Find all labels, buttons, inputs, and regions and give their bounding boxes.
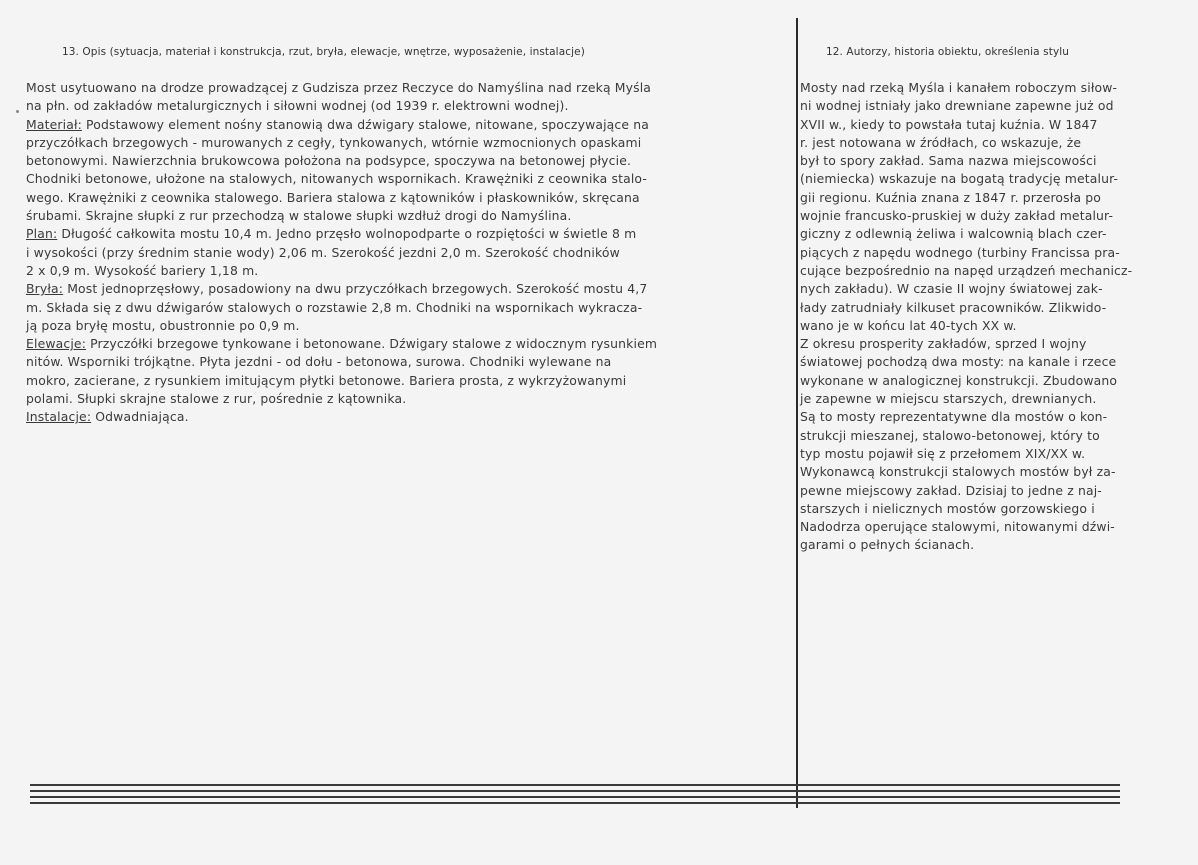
history-line: wano je w końcu lat 40-tych XX w. (800, 317, 1017, 333)
history-line: cujące bezpośrednio na napęd urządzeń mechanicz- (800, 262, 1133, 278)
line-text: Przyczółki brzegowe tynkowane i betonowane. Dźwigary stalowe z widocznym rysunkiem (86, 336, 658, 352)
history-line: strukcji mieszanej, stalowo-betonowej, który to (800, 427, 1100, 443)
history-line: piących z napędu wodnego (turbiny Francissa pra- (800, 244, 1120, 260)
line-text: Most usytuowano na drodze prowadzącej z Gudzisza przez Reczyce do Namyślina nad rzeką Myśla (26, 80, 652, 95)
field-label: Instalacje: (26, 409, 92, 425)
history-line: łady zatrudniały kilkuset pracowników. Zlikwido- (800, 299, 1107, 315)
description-line (26, 79, 790, 97)
band-line (30, 802, 1120, 804)
description-text (26, 79, 790, 427)
history-line: garami o pełnych ścianach. (800, 537, 975, 553)
line-text: na płn. od zakładów metalurgicznych i siłowni wodnej (od 1939 r. elektrowni wodnej). (26, 98, 569, 114)
history-line: był to spory zakład. Sama nazwa miejscowości (800, 153, 1097, 169)
description-line (26, 299, 790, 317)
band-line (30, 790, 1120, 792)
line-text: ją poza bryłę mostu, obustronnie po 0,9 m. (26, 317, 300, 333)
footer-bands (30, 784, 1120, 806)
history-line: starszych i nielicznych mostów gorzowskiego i (800, 500, 1095, 516)
history-line: giczny z odlewnią żeliwa i walcownią blach czer- (800, 226, 1107, 242)
description-line (26, 207, 790, 225)
column-divider (796, 18, 798, 808)
section-12-heading: 12. Autorzy, historia obiektu, określenia stylu (826, 46, 1070, 58)
history-line: je zapewne w miejscu starszych, drewnianych. (800, 391, 1097, 407)
section-13-heading: 13. Opis (sytuacja, materiał i konstrukcja, rzut, bryła, elewacje, wnętrze, wyposażenie, instalacje) (62, 46, 585, 58)
line-text: przyczółkach brzegowych - murowanych z cegły, tynkowanych, wtórnie wzmocnionych opaskami (26, 134, 642, 150)
line-text: i wysokości (przy średnim stanie wody) 2,06 m. Szerokość jezdni 2,0 m. Szerokość chodników (26, 244, 620, 260)
line-text: polami. Słupki skrajne stalowe z rur, pośrednie z kątownika. (26, 391, 407, 407)
history-line: gii regionu. Kuźnia znana z 1847 r. przerosła po (800, 189, 1102, 205)
description-line (26, 152, 790, 170)
field-label: Materiał: (26, 116, 82, 132)
description-line (26, 280, 790, 298)
history-line: Są to mosty reprezentatywne dla mostów o kon- (800, 409, 1108, 425)
description-line (26, 170, 790, 188)
history-line: (niemiecka) wskazuje na bogatą tradycję metalur- (800, 171, 1119, 187)
history-line: typ mostu pojawił się z przełomem XIX/XX w. (800, 445, 1086, 461)
history-text (800, 79, 1192, 555)
description-line (26, 317, 790, 335)
line-text: m. Składa się z dwu dźwigarów stalowych o rozstawie 2,8 m. Chodniki na wspornikach wykracza- (26, 299, 643, 315)
description-line (26, 189, 790, 207)
line-text: nitów. Wsporniki trójkątne. Płyta jezdni - od dołu - betonowa, surowa. Chodniki wylewane na (26, 354, 612, 370)
field-label: Plan: (26, 226, 58, 242)
margin-mark (16, 110, 19, 113)
line-text: Odwadniająca. (91, 409, 189, 425)
description-line (26, 97, 790, 115)
history-line: Nadodrza operujące stalowymi, nitowanymi dźwi- (800, 519, 1115, 535)
line-text: Długość całkowita mostu 10,4 m. Jedno przęsło wolnopodparte o rozpiętości w świetle 8 m (57, 226, 637, 242)
line-text: 2 x 0,9 m. Wysokość bariery 1,18 m. (26, 262, 259, 278)
history-line: Mosty nad rzeką Myśla i kanałem roboczym siłow- (800, 80, 1118, 95)
line-text: Most jednoprzęsłowy, posadowiony na dwu przyczółkach brzegowych. Szerokość mostu 4,7 (63, 281, 648, 297)
description-line (26, 134, 790, 152)
description-line (26, 353, 790, 371)
band-line (30, 796, 1120, 798)
history-line: ni wodnej istniały jako drewniane zapewne już od (800, 98, 1114, 114)
history-line: nych zakładu). W czasie II wojny światowej zak- (800, 281, 1103, 297)
history-line: wykonane w analogicznej konstrukcji. Zbudowano (800, 372, 1118, 388)
description-line (26, 244, 790, 262)
description-line (26, 372, 790, 390)
line-text: betonowymi. Nawierzchnia brukowcowa położona na podsypce, spoczywa na betonowej płycie. (26, 153, 632, 169)
line-text: Podstawowy element nośny stanowią dwa dźwigary stalowe, nitowane, spoczywające na (81, 116, 649, 132)
field-label: Bryła: (26, 281, 64, 297)
line-text: Chodniki betonowe, ułożone na stalowych, nitowanych wspornikach. Krawężniki z ceownika stalo- (26, 171, 648, 187)
line-text: mokro, zacierane, z rysunkiem imitującym płytki betonowe. Bariera prosta, z wykrzyżowanymi (26, 372, 627, 388)
description-line (26, 262, 790, 280)
history-line: pewne miejscowy zakład. Dzisiaj to jedne z naj- (800, 482, 1102, 498)
history-line: światowej pochodzą dwa mosty: na kanale i rzece (800, 354, 1117, 370)
field-label: Elewacje: (26, 336, 87, 352)
history-line: XVII w., kiedy to powstała tutaj kuźnia. W 1847 (800, 116, 1098, 132)
description-line (26, 225, 790, 243)
description-line (26, 335, 790, 353)
description-line (26, 390, 790, 408)
band-line (30, 784, 1120, 786)
description-line (26, 116, 790, 134)
history-line: wojnie francusko-pruskiej w duży zakład metalur- (800, 208, 1114, 224)
line-text: śrubami. Skrajne słupki z rur przechodzą w stalowe słupki wzdłuż drogi do Namyślina. (26, 208, 572, 224)
history-line: r. jest notowana w źródłach, co wskazuje, że (800, 134, 1082, 150)
history-line: Z okresu prosperity zakładów, sprzed I wojny (800, 336, 1087, 352)
description-line (26, 408, 790, 426)
line-text: wego. Krawężniki z ceownika stalowego. Bariera stalowa z kątowników i płaskowników, skręcana (26, 189, 640, 205)
history-line: Wykonawcą konstrukcji stalowych mostów był za- (800, 464, 1116, 480)
